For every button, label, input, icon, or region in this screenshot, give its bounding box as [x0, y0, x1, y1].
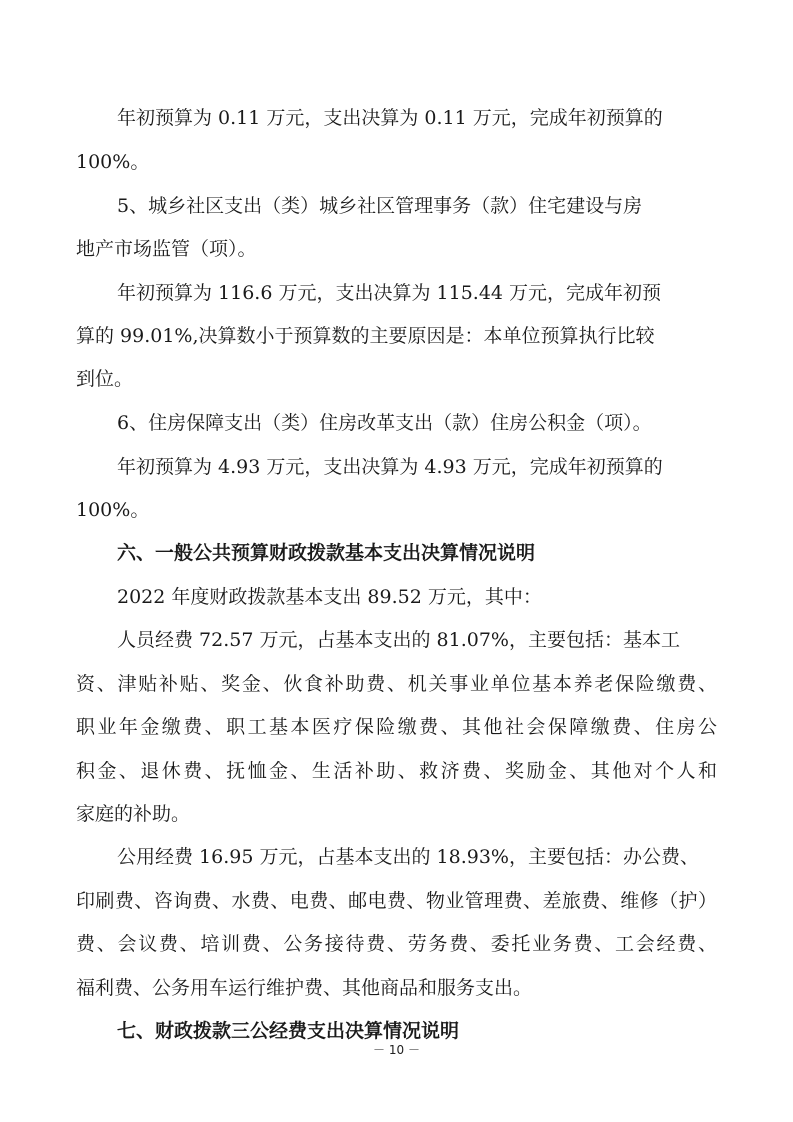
paragraph-line: 公用经费 16.95 万元，占基本支出的 18.93%，主要包括：办公费、	[117, 846, 699, 868]
paragraph-line: 5、城乡社区支出（类）城乡社区管理事务（款）住宅建设与房	[117, 195, 643, 217]
paragraph-line: 2022 年度财政拨款基本支出 89.52 万元，其中：	[117, 586, 542, 608]
section-heading: 六、一般公共预算财政拨款基本支出决算情况说明	[117, 542, 536, 564]
paragraph-line: 印刷费、咨询费、水费、电费、邮电费、物业管理费、差旅费、维修（护）	[76, 890, 717, 912]
paragraph-line: 6、住房保障支出（类）住房改革支出（款）住房公积金（项）。	[117, 412, 652, 434]
paragraph-line: 职业年金缴费、职工基本医疗保险缴费、其他社会保障缴费、住房公	[76, 716, 717, 738]
paragraph-line: 到位。	[76, 368, 134, 390]
paragraph-line: 积金、退休费、抚恤金、生活补助、救济费、奖励金、其他对个人和	[76, 760, 717, 782]
paragraph-line: 算的 99.01%,决算数小于预算数的主要原因是：本单位预算执行比较	[76, 325, 655, 347]
section-heading: 七、财政拨款三公经费支出决算情况说明	[117, 1020, 460, 1042]
paragraph-line: 年初预算为 116.6 万元，支出决算为 115.44 万元，完成年初预	[117, 282, 662, 304]
paragraph-line: 地产市场监管（项）。	[76, 238, 257, 260]
paragraph-line: 家庭的补助。	[76, 803, 191, 825]
page-number: － 10 －	[373, 1043, 420, 1057]
paragraph-line: 人员经费 72.57 万元，占基本支出的 81.07%，主要包括：基本工	[117, 629, 680, 651]
paragraph-line: 年初预算为 4.93 万元，支出决算为 4.93 万元，完成年初预算的	[117, 456, 663, 478]
paragraph-line: 资、津贴补贴、奖金、伙食补助费、机关事业单位基本养老保险缴费、	[76, 673, 717, 695]
paragraph-line: 年初预算为 0.11 万元，支出决算为 0.11 万元，完成年初预算的	[117, 107, 663, 129]
paragraph-line: 100%。	[76, 151, 150, 173]
paragraph-line: 费、会议费、培训费、公务接待费、劳务费、委托业务费、工会经费、	[76, 933, 717, 955]
paragraph-line: 福利费、公务用车运行维护费、其他商品和服务支出。	[76, 977, 533, 999]
paragraph-line: 100%。	[76, 499, 150, 521]
